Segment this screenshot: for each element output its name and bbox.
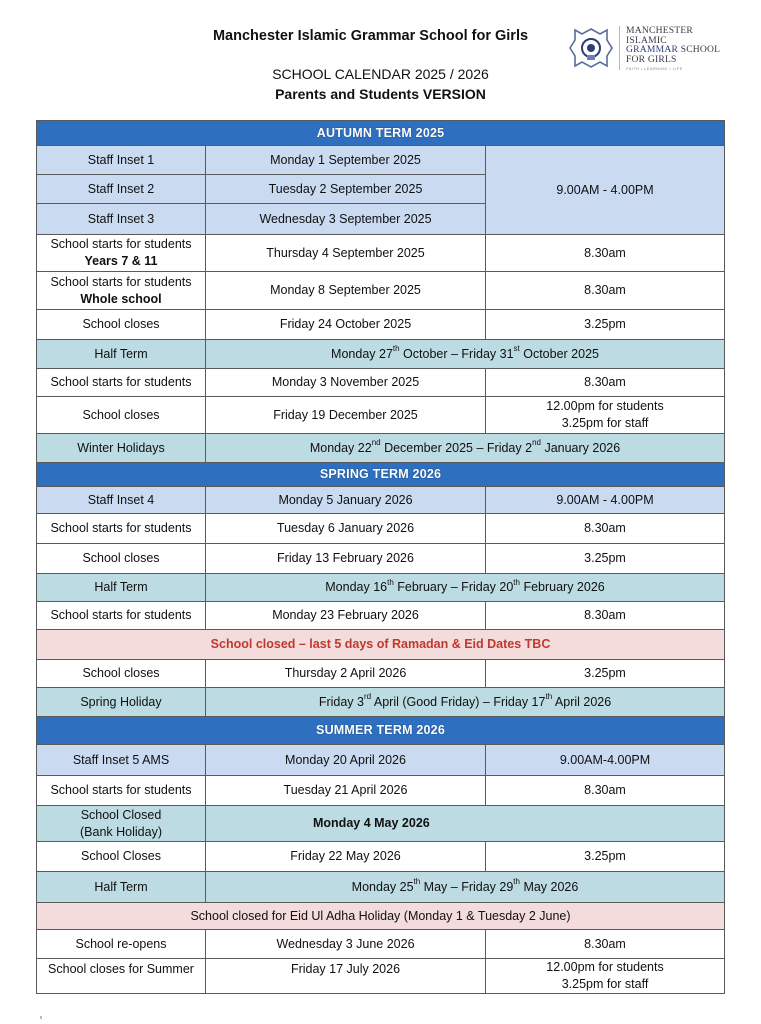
table-row (37, 310, 725, 340)
row-label (37, 235, 206, 272)
row-date: Monday 20 April 2026 (206, 745, 486, 776)
calendar-title: SCHOOL CALENDAR 2025 / 2026 (272, 66, 489, 82)
row-label: Winter Holidays (37, 434, 206, 463)
row-date: Thursday 4 September 2025 (206, 235, 486, 272)
row-date: Wednesday 3 September 2025 (206, 204, 486, 235)
row-label: School closes (37, 544, 206, 574)
row-date-range: Monday 16th February – Friday 20th February 2026 (206, 574, 725, 602)
ramadan-notice: School closed – last 5 days of Ramadan & Eid Dates TBC (37, 630, 725, 660)
row-date: Tuesday 6 January 2026 (206, 514, 486, 544)
table-row (37, 959, 725, 994)
row-time: 3.25pm (486, 544, 725, 574)
logo-line-3b: SCHOOL (680, 44, 721, 55)
version-title: Parents and Students VERSION (275, 86, 486, 102)
table-row (37, 660, 725, 688)
row-time: 3.25pm (486, 310, 725, 340)
logo-tagline: FAITH • LEARNING • LIFE (626, 66, 683, 71)
row-label: Staff Inset 4 (37, 487, 206, 514)
row-label-line-1: School starts for students (50, 237, 192, 251)
table-row (37, 903, 725, 930)
row-date-range: Monday 27th October – Friday 31st October 2025 (206, 340, 725, 369)
row-date: Thursday 2 April 2026 (206, 660, 486, 688)
logo-line-3a: GRAMMAR (626, 44, 679, 55)
row-label-line-1: School starts for students (50, 274, 192, 289)
table-row (37, 688, 725, 717)
row-label: Half Term (37, 574, 206, 602)
summer-term-header (37, 717, 725, 745)
row-label: Spring Holiday (37, 688, 206, 717)
row-time-line-1: 12.00pm for students (546, 399, 664, 413)
row-date-range: Monday 25th May – Friday 29th May 2026 (206, 872, 725, 903)
row-date: Monday 1 September 2025 (206, 146, 486, 175)
row-date: Friday 19 December 2025 (206, 397, 486, 434)
row-time: 8.30am (486, 776, 725, 806)
summer-term-title: SUMMER TERM 2026 (37, 717, 725, 745)
table-row (37, 872, 725, 903)
table-row (37, 745, 725, 776)
row-time: 9.00AM-4.00PM (486, 745, 725, 776)
school-logo (569, 24, 749, 74)
table-row (37, 434, 725, 463)
autumn-term-title: AUTUMN TERM 2025 (37, 121, 725, 146)
eid-notice: School closed for Eid Ul Adha Holiday (Monday 1 & Tuesday 2 June) (37, 903, 725, 930)
row-date: Monday 23 February 2026 (206, 602, 486, 630)
row-date: Tuesday 2 September 2025 (206, 175, 486, 204)
row-label (37, 272, 206, 310)
row-time: 8.30am (486, 272, 725, 310)
table-row (37, 930, 725, 959)
row-time: 8.30am (486, 369, 725, 397)
row-date: Friday 13 February 2026 (206, 544, 486, 574)
row-label-line-2: (Bank Holiday) (80, 824, 162, 839)
row-label: Staff Inset 2 (37, 175, 206, 204)
row-label-line-2: Whole school (80, 291, 162, 306)
row-date: Friday 24 October 2025 (206, 310, 486, 340)
row-time-line-2: 3.25pm for staff (561, 977, 649, 991)
logo-line-2: ISLAMIC (626, 34, 667, 46)
table-row (37, 544, 725, 574)
row-time-line-1: 12.00pm for students (546, 960, 664, 974)
row-time: 3.25pm (486, 660, 725, 688)
table-row (37, 806, 725, 842)
page-mark (40, 1016, 42, 1019)
row-label: Staff Inset 3 (37, 204, 206, 235)
table-row (37, 776, 725, 806)
row-time: 8.30am (486, 514, 725, 544)
row-time (486, 959, 725, 994)
table-row (37, 487, 725, 514)
row-label-line-1: School Closed (80, 807, 162, 822)
row-date: Wednesday 3 June 2026 (206, 930, 486, 959)
school-name: Manchester Islamic Grammar School for Girls (212, 28, 529, 44)
row-label: School starts for students (37, 514, 206, 544)
calendar-table (36, 120, 725, 994)
row-label: School starts for students (37, 602, 206, 630)
row-label: School starts for students (37, 369, 206, 397)
logo-line-1: MANCHESTER (626, 25, 694, 36)
row-date: Monday 3 November 2025 (206, 369, 486, 397)
logo-divider (619, 26, 620, 70)
table-row (37, 602, 725, 630)
row-label: School starts for students (37, 776, 206, 806)
row-label (37, 806, 206, 842)
row-date: Friday 17 July 2026 (206, 959, 486, 994)
row-label: Half Term (37, 340, 206, 369)
logo-text (626, 26, 720, 64)
table-row (37, 369, 725, 397)
table-row (37, 514, 725, 544)
row-label: School closes for Summer (37, 959, 206, 994)
table-row (37, 574, 725, 602)
row-label-line-2: Years 7 & 11 (84, 254, 158, 268)
row-time: 9.00AM - 4.00PM (486, 487, 725, 514)
logo-line-4: FOR GIRLS (626, 53, 677, 65)
row-label: Half Term (37, 872, 206, 903)
row-time: 8.30am (486, 235, 725, 272)
row-date: Monday 4 May 2026 (206, 806, 725, 842)
row-date-range: Monday 22nd December 2025 – Friday 2nd January 2026 (206, 434, 725, 463)
school-emblem-icon (569, 28, 613, 68)
row-label: Staff Inset 5 AMS (37, 745, 206, 776)
row-date: Tuesday 21 April 2026 (206, 776, 486, 806)
row-label: School re-opens (37, 930, 206, 959)
table-row (37, 272, 725, 310)
row-label: School closes (37, 660, 206, 688)
row-label: School Closes (37, 842, 206, 872)
row-date: Monday 8 September 2025 (206, 272, 486, 310)
row-time-line-2: 3.25pm for staff (561, 416, 649, 430)
row-date: Friday 22 May 2026 (206, 842, 486, 872)
row-time: 8.30am (486, 602, 725, 630)
spring-term-header (37, 463, 725, 487)
autumn-term-header (37, 121, 725, 146)
table-row (37, 146, 725, 175)
table-row (37, 235, 725, 272)
table-row (37, 630, 725, 660)
table-row (37, 340, 725, 369)
row-date: Monday 5 January 2026 (206, 487, 486, 514)
row-time (486, 397, 725, 434)
row-label: School closes (37, 397, 206, 434)
row-time: 8.30am (486, 930, 725, 959)
table-row (37, 842, 725, 872)
row-label: Staff Inset 1 (37, 146, 206, 175)
spring-term-title: SPRING TERM 2026 (37, 463, 725, 487)
row-label: School closes (37, 310, 206, 340)
row-time: 9.00AM - 4.00PM (486, 146, 725, 235)
table-row (37, 397, 725, 434)
row-time: 3.25pm (486, 842, 725, 872)
row-date-range: Friday 3rd April (Good Friday) – Friday 17th April 2026 (206, 688, 725, 717)
